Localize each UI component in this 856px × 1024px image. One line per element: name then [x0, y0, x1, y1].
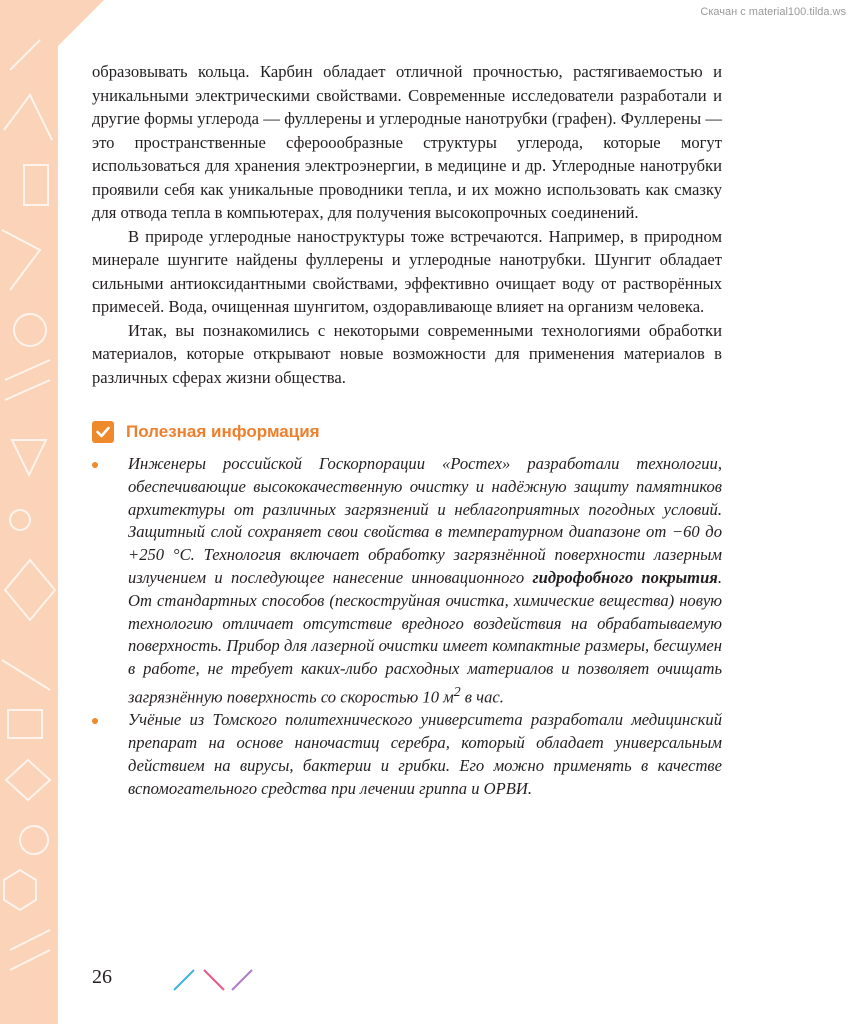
- geometric-pattern: [0, 0, 58, 1024]
- decorative-side-strip: [0, 0, 58, 1024]
- corner-fold-decoration: [58, 0, 104, 46]
- paragraph-carbon-forms: образовывать кольца. Карбин обладает отличной прочностью, растягиваемостью и уникальными электрическими свойствами. Современные исследователи разработали и другие формы углерода — фуллерены и углеродные нанотрубки (графен). Фуллерены — это пространственные сфероообразные структуры углерода, которые могут использоваться для хранения электроэнергии, в медицине и др. Углеродные нанотрубки проявили себя как уникальные проводники тепла, и их можно использовать как смазку для отвода тепла в компьютерах, для получения высокопрочных соединений.: [92, 62, 722, 222]
- source-watermark: Скачан с material100.tilda.ws: [700, 6, 846, 18]
- paragraph-shungite: В природе углеродные наноструктуры тоже встречаются. Например, в природном минерале шунгите найдены фуллерены и углеродные нанотрубки. Шунгит обладает сильными антиоксидантными свойствами, эффективно очищает воду от растворённых примесей. Вода, очищенная шунгитом, оздоравливающе влияет на организм человека.: [92, 226, 722, 316]
- bullet-marker: [92, 462, 98, 468]
- info-box-title: Полезная информация: [126, 422, 320, 441]
- checkmark-icon: [92, 421, 114, 443]
- info-list: [92, 453, 722, 800]
- info-item-text-part: Инженеры российской Госкорпорации «Ростех» разработали технологии, обеспечивающие высококачественную очистку и надёжную защиту памятников архитектуры от различных загрязнений и неблагоприятных погодных условий. Защитный слой сохраняет свои свойства в температурном диапазоне от −60 до +250 °С. Технология включает обработку загрязнённой поверхности лазерным излучением и последующее нанесение инновационного: [128, 454, 722, 587]
- hydrophobic-coating-term: гидрофобного покрытия: [532, 567, 718, 587]
- info-item-text: Учёные из Томского политехнического университета разработали медицинский препарат на основе наночастиц серебра, который обладает универсальным действием на вирусы, бактерии и грибки. Его можно применять в качестве вспомогательного средства при лечении гриппа и ОРВИ.: [128, 710, 722, 798]
- paragraph-summary: Итак, вы познакомились с некоторыми современными технологиями обработки материалов, которые открывают новые возможности для применения материалов в различных сферах жизни общества.: [92, 320, 722, 387]
- useful-info-box: [92, 419, 722, 800]
- speed-value: 10 м: [422, 687, 454, 707]
- speed-exponent: 2: [453, 683, 461, 699]
- page-number: 26: [92, 966, 112, 988]
- info-item-tomsk: [92, 709, 722, 800]
- page-content: [92, 60, 722, 800]
- bullet-marker: [92, 718, 98, 724]
- info-box-header: [92, 419, 722, 445]
- body-text: [92, 60, 722, 389]
- info-item-rostec: [92, 453, 722, 709]
- info-item-text-part: . От стандартных способов (пескоструйная очистка, химические вещества) новую технологию отличает отсутствие вредного воздействия на обрабатываемую поверхность. Прибор для лазерной очистки имеет компактные размеры, бесшумен в работе, не требует каких-либо расходных материалов и позволяет очищать загрязнённую поверхность со скоростью: [128, 567, 722, 707]
- speed-tail: в час.: [460, 687, 504, 707]
- decorative-lines: [172, 966, 262, 992]
